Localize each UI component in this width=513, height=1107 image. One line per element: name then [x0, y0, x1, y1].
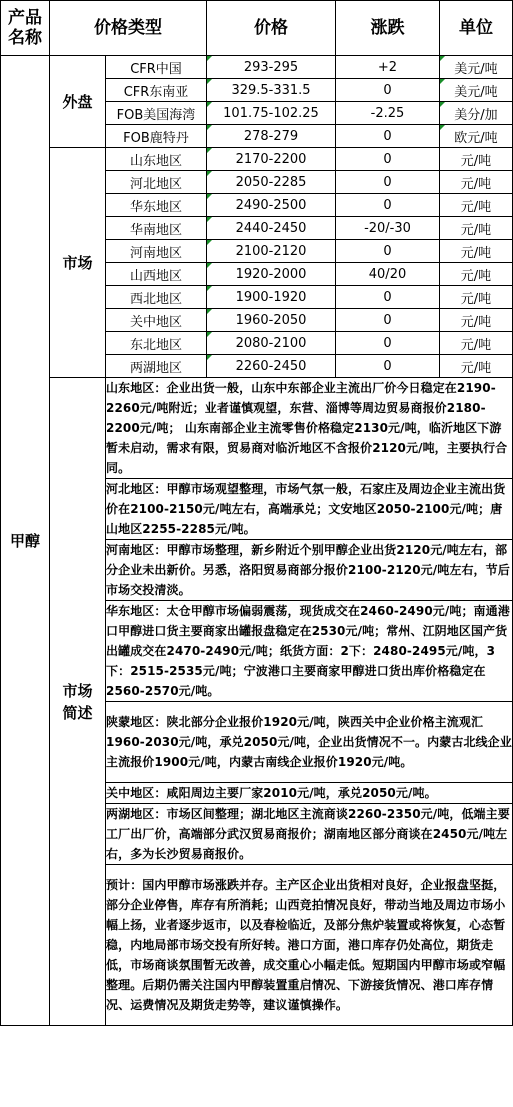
unit-cell: 美分/加 — [440, 102, 513, 125]
change-cell: 0 — [336, 194, 440, 217]
change-cell: 0 — [336, 332, 440, 355]
change-cell: +2 — [336, 56, 440, 79]
change-cell: -2.25 — [336, 102, 440, 125]
change-cell: 0 — [336, 286, 440, 309]
price-type-cell: FOB鹿特丹 — [106, 125, 207, 148]
header-change: 涨跌 — [336, 1, 440, 56]
unit-cell: 元/吨 — [440, 148, 513, 171]
price-cell: 1960-2050 — [207, 309, 336, 332]
header-row — [1, 1, 513, 56]
change-cell: 0 — [336, 125, 440, 148]
header-product: 产品名称 — [1, 1, 50, 56]
price-type-cell: FOB美国海湾 — [106, 102, 207, 125]
note-forecast: 预计：国内甲醇市场涨跌并存。主产区企业出货相对良好，企业报盘坚挺，部分企业停售，库存有所消耗；山西竞拍情况良好，带动当地及周边市场小幅上扬，业者逐步返市，以及春检临近，及部分焦炉装置或将恢复，心态暂稳，内地局部市场交投有所好转。港口方面，港口库存仍处高位，期货走低，市场商谈氛围暂无改善，成交重心小幅走低。短期国内甲醇市场或窄幅整理。后期仍需关注国内甲醇装置重启情况、下游接货情况、港口库存情况、运费情况及期货走势等，建议谨慎操作。 — [106, 865, 513, 1026]
note-row — [1, 378, 513, 479]
price-cell: 2490-2500 — [207, 194, 336, 217]
unit-cell: 元/吨 — [440, 194, 513, 217]
product-name: 甲醇 — [1, 56, 50, 1026]
price-type-cell: 河南地区 — [106, 240, 207, 263]
note-hebei: 河北地区：甲醇市场观望整理，市场气氛一般，石家庄及周边企业主流出货价在2100-2150元/吨左右，高端承兑；文安地区2050-2100元/吨；唐山地区2255-2285元/吨。 — [106, 479, 513, 540]
price-cell: 101.75-102.25 — [207, 102, 336, 125]
note-shandong: 山东地区：企业出货一般，山东中东部企业主流出厂价今日稳定在2190-2260元/吨附近；业者谨慎观望，东营、淄博等周边贸易商报价2180-2200元/吨； 山东南部企业主流零售价格稳定2130元/吨，临沂地区下游暂未启动，需求有限，贸易商对临沂地区不含报价2120元/吨，主要执行合同。 — [106, 378, 513, 479]
price-cell: 2170-2200 — [207, 148, 336, 171]
price-type-cell: 关中地区 — [106, 309, 207, 332]
price-type-cell: 华南地区 — [106, 217, 207, 240]
change-cell: 0 — [336, 171, 440, 194]
change-cell: 0 — [336, 309, 440, 332]
unit-cell: 元/吨 — [440, 309, 513, 332]
unit-cell: 欧元/吨 — [440, 125, 513, 148]
price-cell: 293-295 — [207, 56, 336, 79]
note-guanzhong: 关中地区：咸阳周边主要厂家2010元/吨，承兑2050元/吨。 — [106, 783, 513, 804]
price-type-cell: 山西地区 — [106, 263, 207, 286]
header-price: 价格 — [207, 1, 336, 56]
group-foreign: 外盘 — [50, 56, 106, 148]
price-cell: 2100-2120 — [207, 240, 336, 263]
header-unit: 单位 — [440, 1, 513, 56]
price-cell: 278-279 — [207, 125, 336, 148]
price-cell: 329.5-331.5 — [207, 79, 336, 102]
price-cell: 2260-2450 — [207, 355, 336, 378]
price-type-cell: 东北地区 — [106, 332, 207, 355]
price-cell: 2050-2285 — [207, 171, 336, 194]
price-type-cell: 河北地区 — [106, 171, 207, 194]
price-type-cell: CFR东南亚 — [106, 79, 207, 102]
unit-cell: 元/吨 — [440, 217, 513, 240]
price-cell: 1900-1920 — [207, 286, 336, 309]
group-summary: 市场简述 — [50, 378, 106, 1026]
unit-cell: 元/吨 — [440, 286, 513, 309]
group-market: 市场 — [50, 148, 106, 378]
change-cell: 40/20 — [336, 263, 440, 286]
unit-cell: 元/吨 — [440, 355, 513, 378]
change-cell: -20/-30 — [336, 217, 440, 240]
header-price-type: 价格类型 — [50, 1, 207, 56]
price-type-cell: 华东地区 — [106, 194, 207, 217]
unit-cell: 美元/吨 — [440, 56, 513, 79]
table-row — [1, 148, 513, 171]
unit-cell: 元/吨 — [440, 263, 513, 286]
change-cell: 0 — [336, 148, 440, 171]
change-cell: 0 — [336, 79, 440, 102]
change-cell: 0 — [336, 355, 440, 378]
price-type-cell: 两湖地区 — [106, 355, 207, 378]
note-henan: 河南地区：甲醇市场整理，新乡附近个别甲醇企业出货2120元/吨左右，部分企业未出新价。另悉，洛阳贸易商部分报价2100-2120元/吨左右，节后市场交投清淡。 — [106, 540, 513, 601]
note-shanmeng: 陕蒙地区：陕北部分企业报价1920元/吨，陕西关中企业价格主流观汇1960-2030元/吨，承兑2050元/吨，企业出货情况不一。内蒙古北线企业主流报价1900元/吨，内蒙古南线企业报价1920元/吨。 — [106, 702, 513, 783]
price-cell: 1920-2000 — [207, 263, 336, 286]
price-type-cell: CFR中国 — [106, 56, 207, 79]
note-huadong: 华东地区：太仓甲醇市场偏弱震荡，现货成交在2460-2490元/吨；南通港口甲醇进口货主要商家出罐报盘稳定在2530元/吨；常州、江阴地区国产货出罐成交在2470-2490元/吨；纸货方面：2下：2480-2495元/吨，3下：2515-2535元/吨；宁波港口主要商家甲醇进口货出库价格稳定在2560-2570元/吨。 — [106, 601, 513, 702]
price-type-cell: 山东地区 — [106, 148, 207, 171]
unit-cell: 元/吨 — [440, 332, 513, 355]
unit-cell: 美元/吨 — [440, 79, 513, 102]
unit-cell: 元/吨 — [440, 171, 513, 194]
table-row — [1, 56, 513, 79]
note-lianghu: 两湖地区：市场区间整理；湖北地区主流商谈2260-2350元/吨，低端主要工厂出厂价，高端部分武汉贸易商报价；湖南地区部分商谈在2450元/吨左右，多为长沙贸易商报价。 — [106, 804, 513, 865]
unit-cell: 元/吨 — [440, 240, 513, 263]
price-cell: 2440-2450 — [207, 217, 336, 240]
change-cell: 0 — [336, 240, 440, 263]
price-type-cell: 西北地区 — [106, 286, 207, 309]
price-cell: 2080-2100 — [207, 332, 336, 355]
